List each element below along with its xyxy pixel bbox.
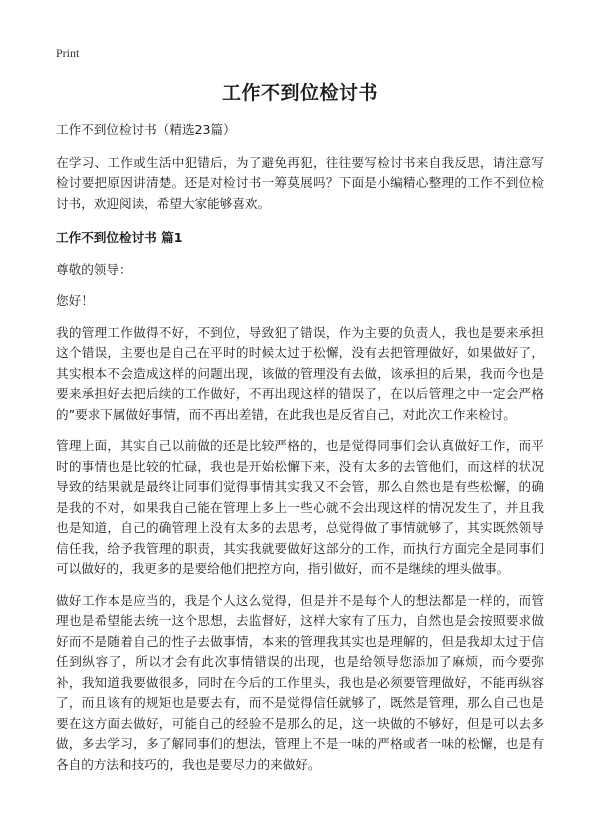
document-subtitle: 工作不到位检讨书（精选23篇）: [56, 122, 236, 137]
section-heading: 工作不到位检讨书 篇1: [56, 230, 183, 245]
letter-salutation: 尊敬的领导：: [56, 261, 132, 277]
body-paragraph: 我的管理工作做得不好，不到位，导致犯了错误，作为主要的负责人，我也是要来承担这个错误，主要也是自己在平时的时候太过于松懈，没有去把管理做好，如果做好了，其实根本不会造成这样的问题出现，该做的管理没有去做，该承担的后果，我而今也是要来承担好去把后续的工作做好，不再出现这样的错误了，在以后管理之中一定会严格的”要求下属做好事情，而不再出差错，在此我也是反省自己，对此次工作来检讨。: [56, 324, 544, 422]
letter-greeting: 您好！: [56, 293, 94, 308]
page-title: 工作不到位检讨书: [221, 82, 378, 104]
document-body: [56, 120, 544, 786]
print-link[interactable]: Print: [56, 46, 80, 60]
body-paragraph: 做好工作本是应当的，我是个人这么觉得，但是并不是每个人的想法都是一样的，而管理也是希望能去统一这个思想，去监督好，这样大家有了压力，自然也是会按照要求做好而不是随着自己的性子去做事情，本来的管理我其实也是理解的，但是我却太过于信任到纵容了，所以才会有此次事情错误的出现，也是给领导您添加了麻烦，而今要弥补，我知道我要做很多，同时在今后的工作里头，我也是必须要管理做好，不能再纵容了，而且该有的规矩也是要去有，而不是觉得信任就够了，既然是管理，那么自己也是要在这方面去做好，可能自己的经验不是那么的足，这一块做的不够好，但是可以去多做，多去学习，多了解同事们的想法，管理上不是一味的严格或者一味的松懈，也是有各自的方法和技巧的，我也是要尽力的来做好。: [56, 592, 544, 772]
intro-paragraph: 在学习、工作或生活中犯错后，为了避免再犯，往往要写检讨书来自我反思，请注意写检讨要把原因讲清楚。还是对检讨书一筹莫展吗？下面是小编精心整理的工作不到位检讨书，欢迎阅读，希望大家能够喜欢。: [56, 154, 544, 211]
body-paragraph: 管理上面，其实自己以前做的还是比较严格的，也是觉得同事们会认真做好工作，而平时的事情也是比较的忙碌，我也是开始松懈下来，没有太多的去管他们，而这样的状况导致的结果就是最终让同事们觉得事情其实我又不会管，那么自然也是有些松懈，的确是我的不对，如果我自己能在管理上多上一些心就不会出现这样的情况发生了，并且我也是知道，自己的确管理上没有太多的去思考，总觉得做了事情就够了，其实既然领导信任我，给予我管理的职责，其实我就要做好这部分的工作，而执行方面完全是同事们可以做好的，我更多的是要给他们把控方向，指引做好，而不是继续的埋头做事。: [56, 438, 544, 576]
